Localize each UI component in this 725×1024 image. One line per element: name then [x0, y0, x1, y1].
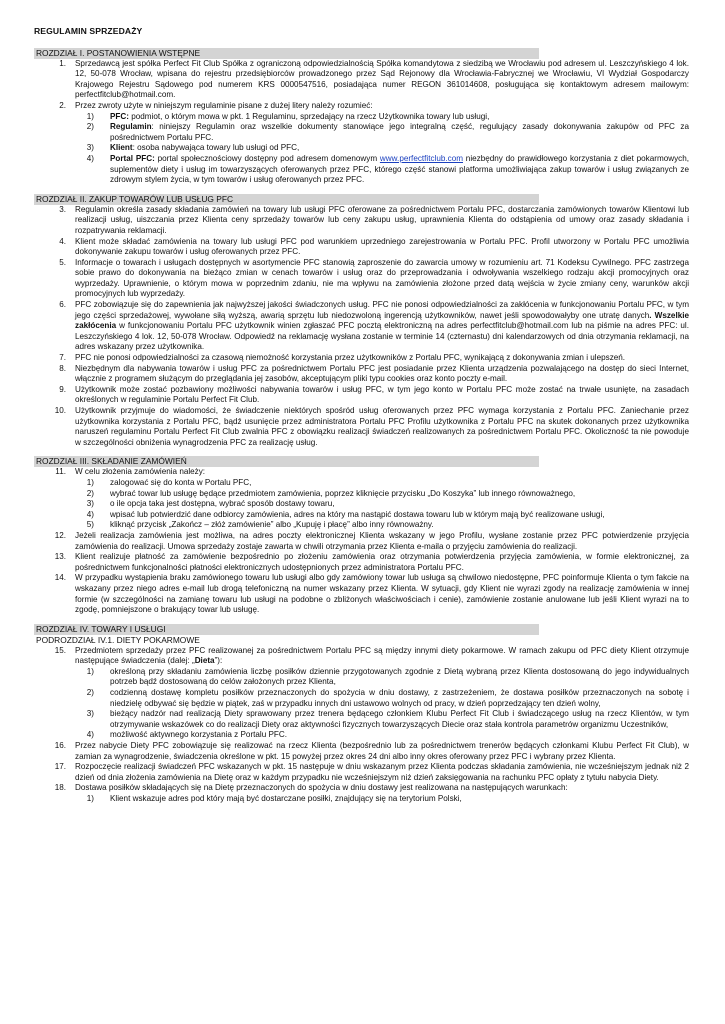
paragraph-11: 11. W celu złożenia zamówienia należy:: [55, 467, 206, 477]
paragraph-6: 6. PFC zobowiązuje się do zapewnienia jak najwyższej jakości świadczonych usług. PFC nie ponosi odpowiedzialności za zakłócenia w funkcjonowaniu Portalu PFC, w tym jego części sprzedażowej, wywołane siłą wyższą, awarią sprzętu lub niedozwoloną ingerencją użytkowników, nawet jeśli spowodowałyby one utratę danych. Wszelkie zakłócenia w funkcjonowaniu Portalu PFC użytkownik winien zgłaszać PFC pocztą elektroniczną na adres perfectfitclub@hotmail.com lub na piśmie na adres PFC: ul. Leszczyńskiego 4 lok. 12, 50-078 Wrocław. Odpowiedź na reklamację wysłana zostanie w terminie 14 (czternastu) dni kalendarzowych od dnia otrzymania reklamacji, na adres wskazany przez użytkownika.: [59, 300, 689, 352]
paragraph-2: 2. Przez zwroty użyte w niniejszym regulaminie pisane z dużej litery należy rozumieć:: [59, 100, 373, 110]
paragraph-12: 12. Jeżeli realizacja zamówienia jest możliwa, na adres poczty elektronicznej Klienta wskazany w jego Profilu, wysłane zostanie przez PFC potwierdzenie przyjęcia zamówienia do realizacji. Umowa sprzedaży zostaje zawarta w chwili otrzymania przez Klienta e-maila o przyjęciu zamówienia do realizacji.: [54, 530, 689, 551]
section-heading-2: ROZDZIAŁ II. ZAKUP TOWARÓW LUB USŁUG PFC: [34, 194, 539, 205]
paragraph-10: 10. Użytkownik przyjmuje do wiadomości, że świadczenie niektórych spośród usług oferowanych przez PFC wymaga korzystania z Portalu PFC. Zaniechanie przez użytkownika korzystania z Portalu PFC, bądź usunięcie przez administratora Portalu PFC Profilu użytkownika z Portalu PFC na skutek dokonanych przez użytkownika naruszeń regulaminu Portalu Perfect Fit Club zwalnia PFC z obowiązku realizacji świadczeń realizowanych za pośrednictwem Portalu PFC. Okoliczność ta nie powoduje w szczególności obniżenia wynagrodzenia PFC za realizację usług.: [54, 406, 689, 447]
subitem-15-4: 4) możliwość aktywnego korzystania z Portalu PFC.: [86, 730, 288, 740]
paragraph-14: 14. W przypadku wystąpienia braku zamówionego towaru lub usługi albo gdy zamówiony towar lub usługa są chwilowo niedostępne, PFC poinformuje Klienta o tym fakcie na wskazany przez niego adres e-mail lub drogą telefoniczną na numer wskazany przez Klienta. W sytuacji, gdy Klient nie wyrazi zgody na realizację zamówienia w innej formie (w szczególności na zamianę towaru lub usługi na podobne o zbliżonych właściwościach i cenie), zamówienie zostanie anulowane lub jeśli Klient wyrazi na to zgodę, pomniejszone o brakujący towar lub usługę.: [54, 573, 689, 615]
paragraph-17: 17. Rozpoczęcie realizacji świadczeń PFC wskazanych w pkt. 15 następuje w dniu wskazanym przez Klienta podczas składania zamówienia, nie wcześniejszym jednak niż 2 dzień od dnia złożenia zamówienia na Dietę oraz w każdym przypadku nie wcześniejszym niż dzień zaksięgowania na rachunku PFC opłaty z tytułu nabycia Diety.: [54, 762, 689, 782]
section-heading-4: ROZDZIAŁ IV. TOWARY I USŁUGI: [34, 624, 539, 635]
paragraph-7: 7. PFC nie ponosi odpowiedzialności za czasową niemożność korzystania przez użytkowników z Portalu PFC, wynikającą z dokonywania zmian i ulepszeń.: [59, 353, 626, 363]
paragraph-9: 9. Użytkownik może zostać pozbawiony możliwości nabywania towarów i usług PFC, w tym jego konto w Portalu PFC może zostać na trwałe usunięte, na zasadach określonych w regulaminie Portalu Perfect Fit Club.: [59, 384, 689, 405]
subitem-2-2: 2) Regulamin: niniejszy Regulamin oraz wszelkie dokumenty stanowiące jego integralną część, regulujący zasady dokonywania zakupów od PFC za pośrednictwem Portalu PFC.: [86, 122, 689, 142]
paragraph-1: 1. Sprzedawcą jest spółka Perfect Fit Club Spółka z ograniczoną odpowiedzialnością Spółka komandytowa z siedzibą we Wrocławiu pod adresem ul. Leszczyńskiego 4 lok. 12, 50-078 Wrocław, wpisana do rejestru przedsiębiorców prowadzonego przez Sąd Rejonowy dla Wrocławia-Fabrycznej we Wrocławiu, VI Wydział Gospodarczy Krajowego Rejestru Sądowego pod numerem KRS 0000547516, posiadająca numer REGON 361014608, posługująca się kontaktowym adresem mailowym: perfectfitclub@hotmail.com.: [59, 58, 689, 100]
paragraph-15: 15. Przedmiotem sprzedaży przez PFC realizowanej za pośrednictwem Portalu PFC są między innymi diety pokarmowe. W ramach zakupu od PFC diety Klient otrzymuje następujące świadczenia (dalej: „Dieta”):: [54, 645, 689, 666]
paragraph-16: 16. Przez nabycie Diety PFC zobowiązuje się realizować na rzecz Klienta (bezpośrednio lub za pośrednictwem trenerów będących członkami Klubu Perfect Fit Club), w zamian za wynagrodzenie, świadczenia określone w pkt. 15 powyżej przez okres 24 dni albo inny okres oferowany przez PFC i wybrany przez Klienta.: [54, 741, 689, 761]
subsection-heading-4-1: PODROZDZIAŁ IV.1. DIETY POKARMOWE: [36, 634, 200, 645]
subitem-11-3: 3) o ile opcja taka jest dostępna, wybrać sposób dostawy towaru,: [86, 499, 335, 509]
subitem-15-3: 3) bieżący nadzór nad realizacją Diety sprawowany przez trenera będącego członkiem Klubu Perfect Fit Club i świadczącego usług na rzecz Klientów, w tym otrzymywanie wskazówek co do realizacji Diety oraz aktywności fizycznych towarzyszących Diecie oraz stała kontrola parametrów organizmu Uczestników,: [86, 709, 689, 729]
paragraph-18: 18. Dostawa posiłków składających się na Dietę przeznaczonych do spożycia w dniu dostawy jest realizowana na następujących warunkach:: [54, 783, 568, 793]
subitem-11-4: 4) wpisać lub potwierdzić dane odbiorcy zamówienia, adres na który ma nastąpić dostawa towaru lub w którym mają być realizowane usługi,: [86, 509, 605, 519]
paragraph-3: 3. Regulamin określa zasady składania zamówień na towary lub usługi PFC oferowane za pośrednictwem Portalu PFC, dostarczania zamówionych towarów Klientowi lub realizacji usług, uiszczania przez Klienta ceny sprzedaży towarów lub ceny zakupu usług, uprawnienia Klienta do odstąpienia od umowy oraz zasady składania i rozpatrywania reklamacji.: [59, 204, 689, 235]
subitem-15-1: 1) określoną przy składaniu zamówienia liczbę posiłków dziennie przygotowanych zgodnie z Dietą wybraną przez Klienta dostosowaną do jego indywidualnych potrzeb bądź dostosowaną do celów założonych przez Klienta,: [86, 666, 689, 687]
subitem-18-1: 1) Klient wskazuje adres pod który mają być dostarczane posiłki, znajdujący się na terytorium Polski,: [86, 794, 462, 803]
paragraph-4: 4. Klient może składać zamówienia na towary lub usługi PFC pod warunkiem uprzedniego zarejestrowania w Portalu PFC. Profil utworzony w Portalu PFC umożliwia dokonywanie zakupu towarów i usług oferowanych przez PFC.: [59, 236, 689, 257]
subitem-2-4: 4) Portal PFC: portal społecznościowy dostępny pod adresem domenowym www.perfectfitclub.com niezbędny do prawidłowego korzystania z diet pokarmowych, suplementów diety i usług im towarzyszących oferowanych przez PFC, którego część stanowi platforma umożliwiająca zakup towarów i usług związanych ze zdrowym stylem życia, w tym towarów i usług oferowanych przez PFC.: [86, 153, 690, 185]
paragraph-5: 5. Informacje o towarach i usługach dostępnych w asortymencie PFC stanowią zaproszenie do zawarcia umowy w rozumieniu art. 71 Kodeksu Cywilnego. PFC zastrzega sobie prawo do dokonywania na bieżąco zmian w cenach towarów i usług oraz do przeprowadzania i odwoływania wszelkiego rodzaju akcji promocyjnych oraz wyprzedaży. Uprawnienie, o którym mowa w poprzednim zdaniu, nie ma wpływu na zamówienia złożone przed datą wejścia w życie zmiany ceny, warunków akcji promocyjnych lub wyprzedaży.: [59, 257, 689, 299]
paragraph-8: 8. Niezbędnym dla nabywania towarów i usług PFC za pośrednictwem Portalu PFC jest posiadanie przez Klienta urządzenia pozwalającego na dostęp do sieci Internet, włącznie z programem służącym do przeglądania jej zasobów, akceptującym pliki typu cookies oraz konto poczty e-mail.: [59, 363, 689, 384]
subitem-2-1: 1) PFC: podmiot, o którym mowa w pkt. 1 Regulaminu, sprzedający na rzecz Użytkownika towary lub usługi,: [86, 111, 490, 121]
paragraph-13: 13. Klient realizuje płatność za zamówienie bezpośrednio po złożeniu zamówienia oraz otrzymania potwierdzenia przyjęcia zamówienia, w formie elektronicznej, za pośrednictwem funkcjonalności płatności elektronicznych udostępnionych przez administratora Portalu PFC.: [54, 552, 689, 572]
subitem-11-1: 1) zalogować się do konta w Portalu PFC,: [86, 477, 252, 487]
subitem-15-2: 2) codzienną dostawę kompletu posiłków przeznaczonych do spożycia w dniu dostawy, z zastrzeżeniem, że dostawa posiłków przeznaczonych na sobotę i niedzielę odbywać się będzie w piątek, zaś w przypadku innych dni ustawowo wolnych od pracy, w dzień poprzedzający ten dzień wolny,: [86, 688, 689, 708]
section-heading-1: ROZDZIAŁ I. POSTANOWIENIA WSTĘPNE: [34, 48, 539, 59]
subitem-11-5: 5) kliknąć przycisk „Zakończ – złóż zamówienie” albo „Kupuję i płacę” albo inny równoważny.: [86, 520, 434, 530]
subitem-2-3: 3) Klient: osoba nabywająca towary lub usługi od PFC,: [86, 143, 300, 153]
portal-link[interactable]: www.perfectfitclub.com: [379, 153, 463, 163]
section-heading-3: ROZDZIAŁ III. SKŁADANIE ZAMÓWIEŃ: [34, 456, 539, 467]
document-title: REGULAMIN SPRZEDAŻY: [34, 26, 143, 36]
subitem-11-2: 2) wybrać towar lub usługę będące przedmiotem zamówienia, poprzez kliknięcie przycisku „Do Koszyka” lub innego równoważnego,: [86, 488, 576, 498]
